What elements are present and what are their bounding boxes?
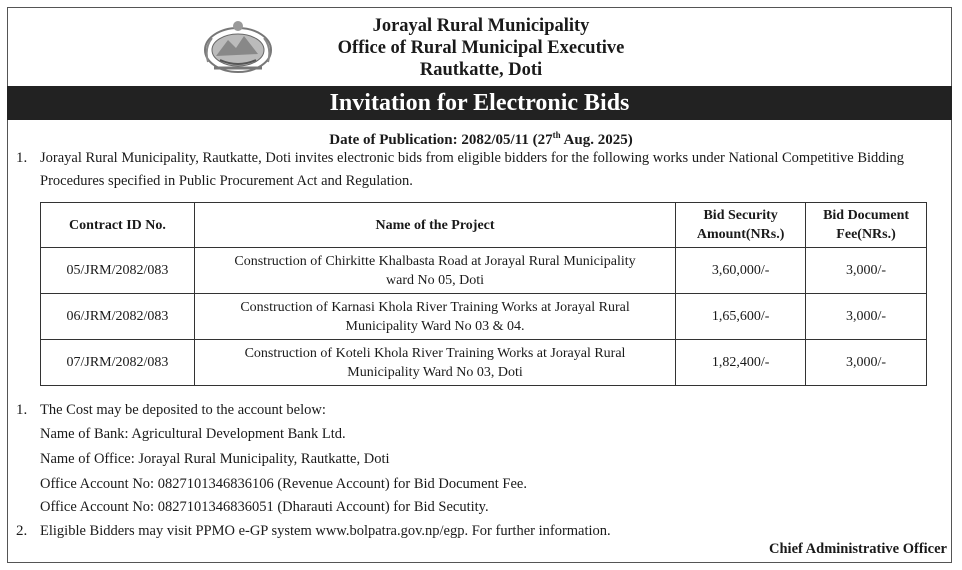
project-cell: Construction of Koteli Khola River Training Works at Jorayal Rural Municipality Ward No 03, Doti [194,340,675,386]
contract-id-cell: 05/JRM/2082/083 [41,248,195,294]
table-row [41,340,927,386]
intro-text-line2: Procedures specified in Public Procurement Act and Regulation. [40,173,413,189]
table-row [41,248,927,294]
header-bid-fee: Bid Document Fee(NRs.) [806,203,927,248]
header-bid-security: Bid Security Amount(NRs.) [676,203,806,248]
office-location: Rautkatte, Doti [419,60,543,80]
egp-text: Eligible Bidders may visit PPMO e-GP system www.bolpatra.gov.np/egp. For further information. [40,523,611,539]
bid-security-cell: 1,82,400/- [676,340,806,386]
bid-fee-cell: 3,000/- [806,294,927,340]
bid-security-cell: 1,65,600/- [676,294,806,340]
bid-table [40,202,927,386]
revenue-account: Office Account No: 0827101346836106 (Revenue Account) for Bid Document Fee. [40,476,527,492]
header-contract-id: Contract ID No. [41,203,195,248]
intro-text-line1: Jorayal Rural Municipality, Rautkatte, Doti invites electronic bids from eligible bidders for the following works under National Competitive Bidding [40,150,905,166]
contract-id-cell: 06/JRM/2082/083 [41,294,195,340]
project-cell: Construction of Karnasi Khola River Training Works at Jorayal Rural Municipality Ward No 03 & 04. [194,294,675,340]
bid-security-cell: 3,60,000/- [676,248,806,294]
bid-fee-cell: 3,000/- [806,248,927,294]
egp-number: 2. [16,523,28,539]
notice-title: Invitation for Electronic Bids [7,86,952,120]
bid-fee-cell: 3,000/- [806,340,927,386]
signatory: Chief Administrative Officer [769,541,947,557]
payment-intro: The Cost may be deposited to the account below: [40,402,326,418]
publication-date: Date of Publication: 2082/05/11 (27th Aug. 2025) [329,130,633,148]
office-name-line: Name of Office: Jorayal Rural Municipality, Rautkatte, Doti [40,451,390,467]
project-cell: Construction of Chirkitte Khalbasta Road at Jorayal Rural Municipality ward No 05, Doti [194,248,675,294]
table-header-row [41,203,927,248]
bank-name: Name of Bank: Agricultural Development Bank Ltd. [40,426,346,442]
dharauti-account: Office Account No: 0827101346836051 (Dharauti Account) for Bid Secutity. [40,499,489,515]
contract-id-cell: 07/JRM/2082/083 [41,340,195,386]
table-row [41,294,927,340]
header-project: Name of the Project [194,203,675,248]
office-name: Office of Rural Municipal Executive [337,38,625,58]
intro-number: 1. [16,150,28,166]
payment-number: 1. [16,402,28,418]
municipality-name: Jorayal Rural Municipality [372,16,590,36]
